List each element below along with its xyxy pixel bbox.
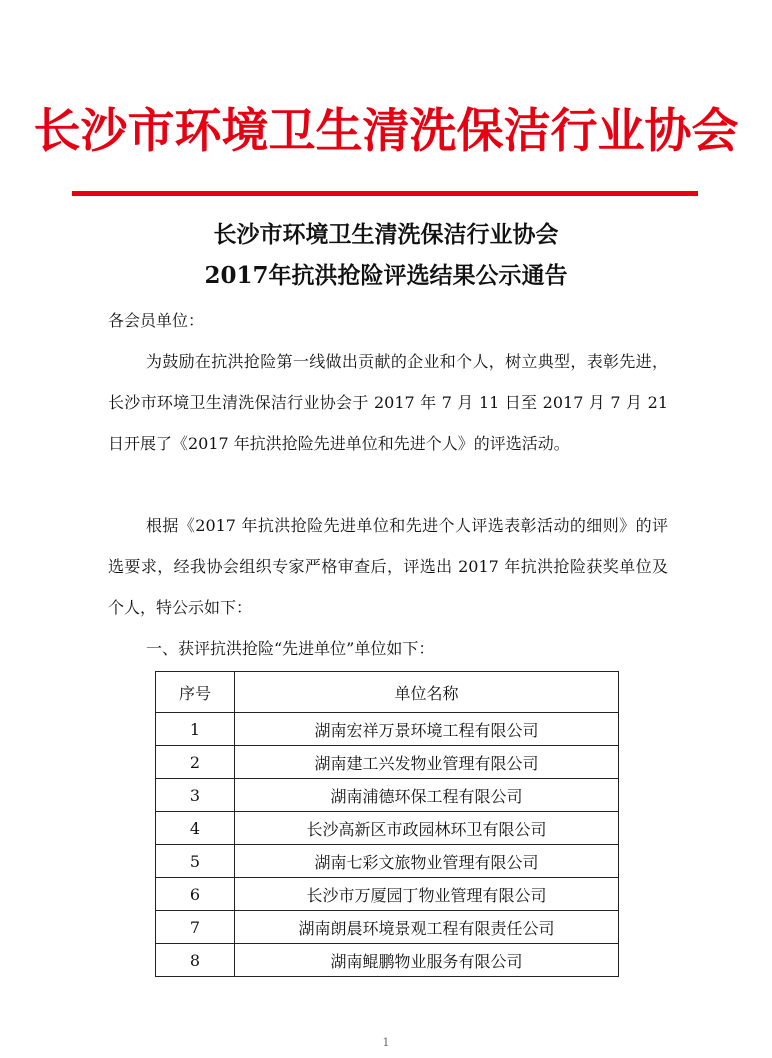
cell-number: 4 <box>156 812 235 845</box>
cell-unit-name: 湖南朗晨环境景观工程有限责任公司 <box>235 911 619 944</box>
table-row <box>156 845 619 878</box>
cell-unit-name: 长沙高新区市政园林环卫有限公司 <box>235 812 619 845</box>
salutation: 各会员单位： <box>108 311 205 330</box>
cell-number: 3 <box>156 779 235 812</box>
cell-number: 6 <box>156 878 235 911</box>
table-row <box>156 911 619 944</box>
paragraph-basis: 根据《2017 年抗洪抢险先进单位和先进个人评选表彰活动的细则》的评选要求，经我协会组织专家严格审查后，评选出 2017 年抗洪抢险获奖单位及个人，特公示如下： <box>108 516 668 617</box>
cell-number: 1 <box>156 713 235 746</box>
notice-title-line2: 2017年抗洪抢险评选结果公示通告 <box>204 262 568 289</box>
header-divider <box>72 191 698 196</box>
section-heading-units: 一、获评抗洪抢险“先进单位”单位如下： <box>146 639 435 658</box>
cell-number: 8 <box>156 944 235 977</box>
table-row <box>156 779 619 812</box>
cell-unit-name: 湖南宏祥万景环境工程有限公司 <box>235 713 619 746</box>
cell-number: 2 <box>156 746 235 779</box>
cell-unit-name: 湖南建工兴发物业管理有限公司 <box>235 746 619 779</box>
table-header-row <box>156 672 619 713</box>
advanced-units-table <box>155 671 619 977</box>
cell-unit-name: 湖南七彩文旅物业管理有限公司 <box>235 845 619 878</box>
cell-unit-name: 长沙市万厦园丁物业管理有限公司 <box>235 878 619 911</box>
header-cell-number: 序号 <box>156 672 235 713</box>
header-cell-unit-name: 单位名称 <box>235 672 619 713</box>
cell-number: 7 <box>156 911 235 944</box>
table-row <box>156 944 619 977</box>
cell-unit-name: 湖南鲲鹏物业服务有限公司 <box>235 944 619 977</box>
organization-header: 长沙市环境卫生清洗保洁行业协会 <box>33 104 739 159</box>
table-row <box>156 812 619 845</box>
cell-unit-name: 湖南浦德环保工程有限公司 <box>235 779 619 812</box>
table-row <box>156 878 619 911</box>
notice-title-line1: 长沙市环境卫生清洗保洁行业协会 <box>213 221 559 248</box>
cell-number: 5 <box>156 845 235 878</box>
table-row <box>156 746 619 779</box>
paragraph-intro: 为鼓励在抗洪抢险第一线做出贡献的企业和个人，树立典型，表彰先进，长沙市环境卫生清洗保洁行业协会于 2017 年 7 月 11 日至 2017 月 7 月 21 日开展了《2017 年抗洪抢险先进单位和先进个人》的评选活动。 <box>108 352 668 453</box>
page-number: 1 <box>382 1036 390 1049</box>
table-row <box>156 713 619 746</box>
